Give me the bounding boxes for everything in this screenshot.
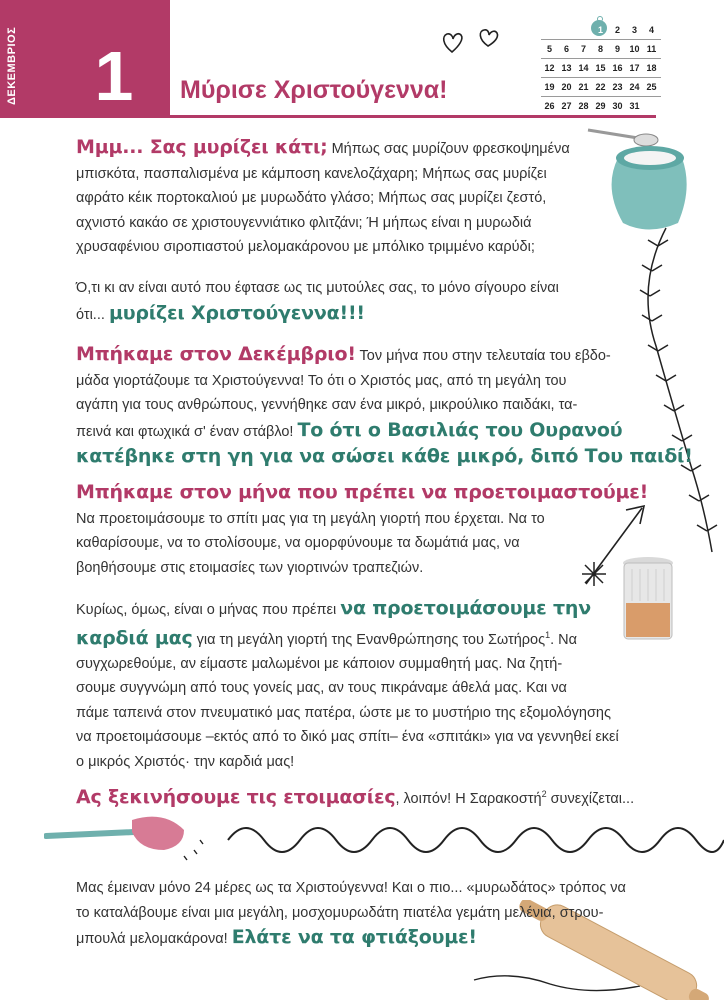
text-line <box>76 342 693 369</box>
text-span: Κυρίως, όμως, είναι ο μήνας που πρέπει <box>76 602 341 618</box>
day-box <box>58 0 170 118</box>
day-number: 1 <box>94 37 134 115</box>
calendar-day-today: 1 <box>597 25 603 35</box>
intro-heading: Μμμ... Σας μυρίζει κάτι; <box>76 136 328 158</box>
calendar-row <box>541 40 661 59</box>
calendar-day: 18 <box>646 63 657 73</box>
calendar-day: 8 <box>597 44 603 54</box>
highlight-lets-make-them: Ελάτε να τα φτιάξουμε! <box>231 926 477 948</box>
paragraph-heart <box>76 596 619 774</box>
calendar-day: 4 <box>648 25 654 35</box>
text-line: σουμε συγγνώμη από τους γονείς μας, αν τους πικράναμε άθελά μας. Και να <box>76 680 567 697</box>
text-line: Να προετοιμάσουμε το σπίτι μας για τη μεγάλη γιορτή που έρχεται. Να το <box>76 510 545 527</box>
footnote-marker: 1 <box>545 629 551 640</box>
calendar-day: 13 <box>561 63 572 73</box>
text-span: , λοιπόν! Η Σαρακοστή <box>395 790 542 807</box>
calendar-day: 11 <box>646 44 657 54</box>
calendar-day: 31 <box>629 101 640 111</box>
text-span: μπουλά μελομακάρονα! <box>76 931 232 947</box>
calendar-day: 3 <box>631 25 637 35</box>
calendar-day: 25 <box>646 82 657 92</box>
calendar-day: 5 <box>546 44 552 54</box>
title-rule <box>170 115 656 118</box>
highlight-came-to-earth: κατέβηκε στη γη για να σώσει κάθε μικρό, διπό Του παιδί! <box>76 445 693 467</box>
text-span: πεινά και φτωχικά σ' έναν στάβλο! <box>76 423 298 440</box>
heart-doodle-icon <box>440 28 502 58</box>
mixing-bowl-illustration <box>578 128 698 238</box>
calendar-row <box>541 21 661 40</box>
spoon-illustration <box>44 810 214 866</box>
start-heading: Ας ξεκινήσουμε τις ετοιμασίες <box>76 785 396 808</box>
text-line: αφράτο κέικ πορτοκαλιού με μυρωδάτο γλάσο; Μήπως σας μυρίζει ζεστό, <box>76 190 547 206</box>
calendar-day: 9 <box>614 44 620 54</box>
text-line <box>76 444 693 471</box>
text-line <box>76 480 648 507</box>
calendar <box>541 21 661 115</box>
paragraph-intro <box>76 135 570 260</box>
calendar-day: 20 <box>561 82 572 92</box>
text-line: μπισκότα, πασπαλισμένα με κάμποση κανελοζάχαρη; Μήπως σας μυρίζει <box>76 165 547 182</box>
calendar-day: 29 <box>595 101 606 111</box>
calendar-day: 10 <box>629 44 640 54</box>
calendar-day: 2 <box>614 25 620 35</box>
december-heading: Μπήκαμε στον Δεκέμβριο! <box>76 343 356 365</box>
calendar-day: 6 <box>563 44 569 54</box>
text-line: βοηθήσουμε στις ετοιμασίες των γιορτινών τραπεζιών. <box>76 559 424 576</box>
text-line: χρυσαφένιου σιροπιαστού μελομακάρονου με μπόλικο τριμμένο καρύδι; <box>76 239 535 255</box>
text-line <box>76 925 626 952</box>
text-line <box>76 623 619 652</box>
paragraph-december <box>76 342 693 471</box>
paragraph-prepare <box>76 480 648 580</box>
text-line: πάμε ταπεινά στον πνευματικό μας πατέρα, ώστε με το μυστήριο της εξομολόγησης <box>76 704 611 721</box>
highlight-king-of-heaven: Το ότι ο Βασιλιάς του Ουρανού <box>297 418 623 441</box>
calendar-day: 24 <box>629 82 640 92</box>
prepare-heading: Μπήκαμε στον μήνα που πρέπει να προετοιμαστούμε! <box>76 481 649 503</box>
calendar-row <box>541 59 661 78</box>
wavy-line-divider <box>226 820 724 880</box>
text-span: Μήπως σας μυρίζουν φρεσκοψημένα <box>327 141 570 157</box>
text-line: αγάπη για τους ανθρώπους, γεννήθηκε σαν ένα μικρό, μικρούλικο παιδάκι, τα- <box>76 397 578 413</box>
text-line: να προετοιμάσουμε –εκτός από το δικό μας σπίτι– ένα «σπιτάκι» για να γεννηθεί εκεί <box>76 729 619 746</box>
calendar-day: 12 <box>544 63 555 73</box>
calendar-day: 7 <box>580 44 586 54</box>
paragraph-countdown <box>76 876 626 952</box>
text-span: Τον μήνα που στην τελευταία του εβδο- <box>355 348 611 364</box>
text-span: . Να <box>550 631 578 648</box>
text-line: συγχωρεθούμε, αν είμαστε μαλωμένοι με κάποιον συμμαθητή μας. Να ζητή- <box>76 655 563 672</box>
calendar-day: 26 <box>544 101 555 111</box>
text-line <box>76 301 559 328</box>
paragraph-smell <box>76 276 559 327</box>
text-line <box>76 596 619 623</box>
text-line: το καταλάβουμε είναι μια μεγάλη, μοσχομυρωδάτη πιατέλα γεμάτη μελένια, στρου- <box>76 904 604 921</box>
month-label: ΔΕΚΕΜΒΡΙΟΣ <box>6 26 18 106</box>
calendar-day: 28 <box>578 101 589 111</box>
calendar-day: 27 <box>561 101 572 111</box>
highlight-our-heart: καρδιά μας <box>76 626 193 649</box>
text-line: αχνιστό κακάο σε χριστουγεννιάτικο φλιτζάνι; Ή μήπως είναι η μυρωδιά <box>76 214 532 231</box>
highlight-smells-christmas: μυρίζει Χριστούγεννα!!! <box>108 301 365 324</box>
calendar-day: 23 <box>612 82 623 92</box>
calendar-day: 14 <box>578 63 589 73</box>
month-bar <box>0 0 58 118</box>
calendar-day: 19 <box>544 82 555 92</box>
calendar-day: 22 <box>595 82 606 92</box>
paragraph-start <box>76 782 634 811</box>
footnote-marker: 2 <box>541 789 547 799</box>
calendar-day: 15 <box>595 63 606 73</box>
text-span: συνεχίζεται... <box>546 790 635 807</box>
page-title: Μύρισε Χριστούγεννα! <box>180 76 448 104</box>
text-span: ότι... <box>76 306 109 323</box>
text-line: Ό,τι κι αν είναι αυτό που έφτασε ως τις μυτούλες σας, το μόνο σίγουρο είναι <box>76 280 559 296</box>
text-line: Μας έμειναν μόνο 24 μέρες ως τα Χριστούγεννα! Και ο πιο... «μυρωδάτος» τρόπος να <box>76 880 626 896</box>
highlight-prepare-heart: να προετοιμάσουμε την <box>340 597 591 619</box>
text-span: για τη μεγάλη γιορτή της Ενανθρώπησης του Σωτήρος <box>192 631 546 648</box>
text-line: μάδα γιορτάζουμε τα Χριστούγεννα! Το ότι ο Χριστός μας, από τη μεγάλη του <box>76 372 567 389</box>
text-line <box>76 418 693 445</box>
text-line: ο μικρός Χριστός· την καρδιά μας! <box>76 753 295 770</box>
calendar-day: 21 <box>578 82 589 92</box>
calendar-row <box>541 97 661 115</box>
text-line <box>76 135 570 162</box>
text-line <box>76 782 634 811</box>
calendar-day: 30 <box>612 101 623 111</box>
calendar-day: 17 <box>629 63 640 73</box>
calendar-day: 16 <box>612 63 623 73</box>
calendar-row <box>541 78 661 97</box>
text-line: καθαρίσουμε, να το στολίσουμε, να ομορφύνουμε τα δωμάτιά μας, να <box>76 535 520 551</box>
